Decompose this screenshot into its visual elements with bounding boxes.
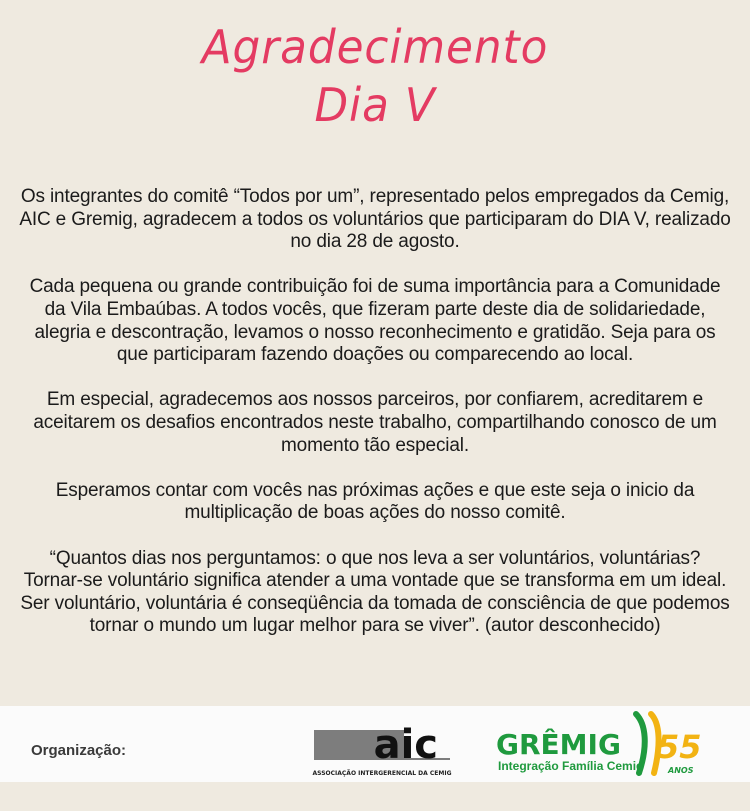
- organizers-footer: [0, 706, 750, 782]
- gremig-anniversary-number: 55: [657, 728, 702, 766]
- paragraph-partners: Em especial, agradecemos aos nossos parceiros, por confiarem, acreditarem e aceitarem os desafios encontrados neste trabalho, compartilhando conosco de um momento tão especial.: [33, 389, 717, 456]
- bottom-background-strip: [0, 782, 750, 811]
- gremig-wordmark: GRÊMIG: [496, 728, 621, 761]
- gremig-subtitle: Integração Família Cemig: [498, 759, 644, 773]
- gremig-anniversary-word: ANOS: [668, 766, 694, 775]
- paragraph-community: Cada pequena ou grande contribuição foi de suma importância para a Comunidade da Vila Embaúbas. A todos vocês, que fizeram parte deste dia de solidariedade, alegria e descontração, levamos o nosso reconhecimento e gratidão. Seja para os que participaram fazendo doações ou comparecendo ao local.: [29, 276, 721, 366]
- paragraph-next-actions: Esperamos contar com vocês nas próximas ações e que este seja o inicio da multiplicação de boas ações do nosso comitê.: [55, 479, 695, 524]
- message-body: [18, 186, 732, 638]
- title-line-2: Dia V: [314, 78, 436, 132]
- page-title: [19, 18, 732, 134]
- aic-logo: [312, 720, 452, 780]
- aic-wordmark: aic: [373, 722, 438, 768]
- gremig-logo: [494, 710, 714, 780]
- paragraph-quote: “Quantos dias nos perguntamos: o que nos leva a ser voluntários, voluntárias? Tornar-se voluntário significa atender a uma vontade que se transforma em um ideal. Ser voluntário, voluntária é conseqüência da tomada de consciência de que podemos tornar o mundo um lugar melhor para se viver”. (autor desconhecido): [20, 547, 730, 637]
- paragraph-intro: Os integrantes do comitê “Todos por um”, representado pelos empregados da Cemig, AIC e Gremig, agradecem a todos os voluntários que participaram do DIA V, realizado no dia 28 de agosto.: [19, 186, 731, 253]
- aic-subtitle: ASSOCIAÇÃO INTERGERENCIAL DA CEMIG: [312, 770, 452, 777]
- title-line-1: Agradecimento: [201, 20, 549, 74]
- organization-label: Organização:: [31, 742, 127, 759]
